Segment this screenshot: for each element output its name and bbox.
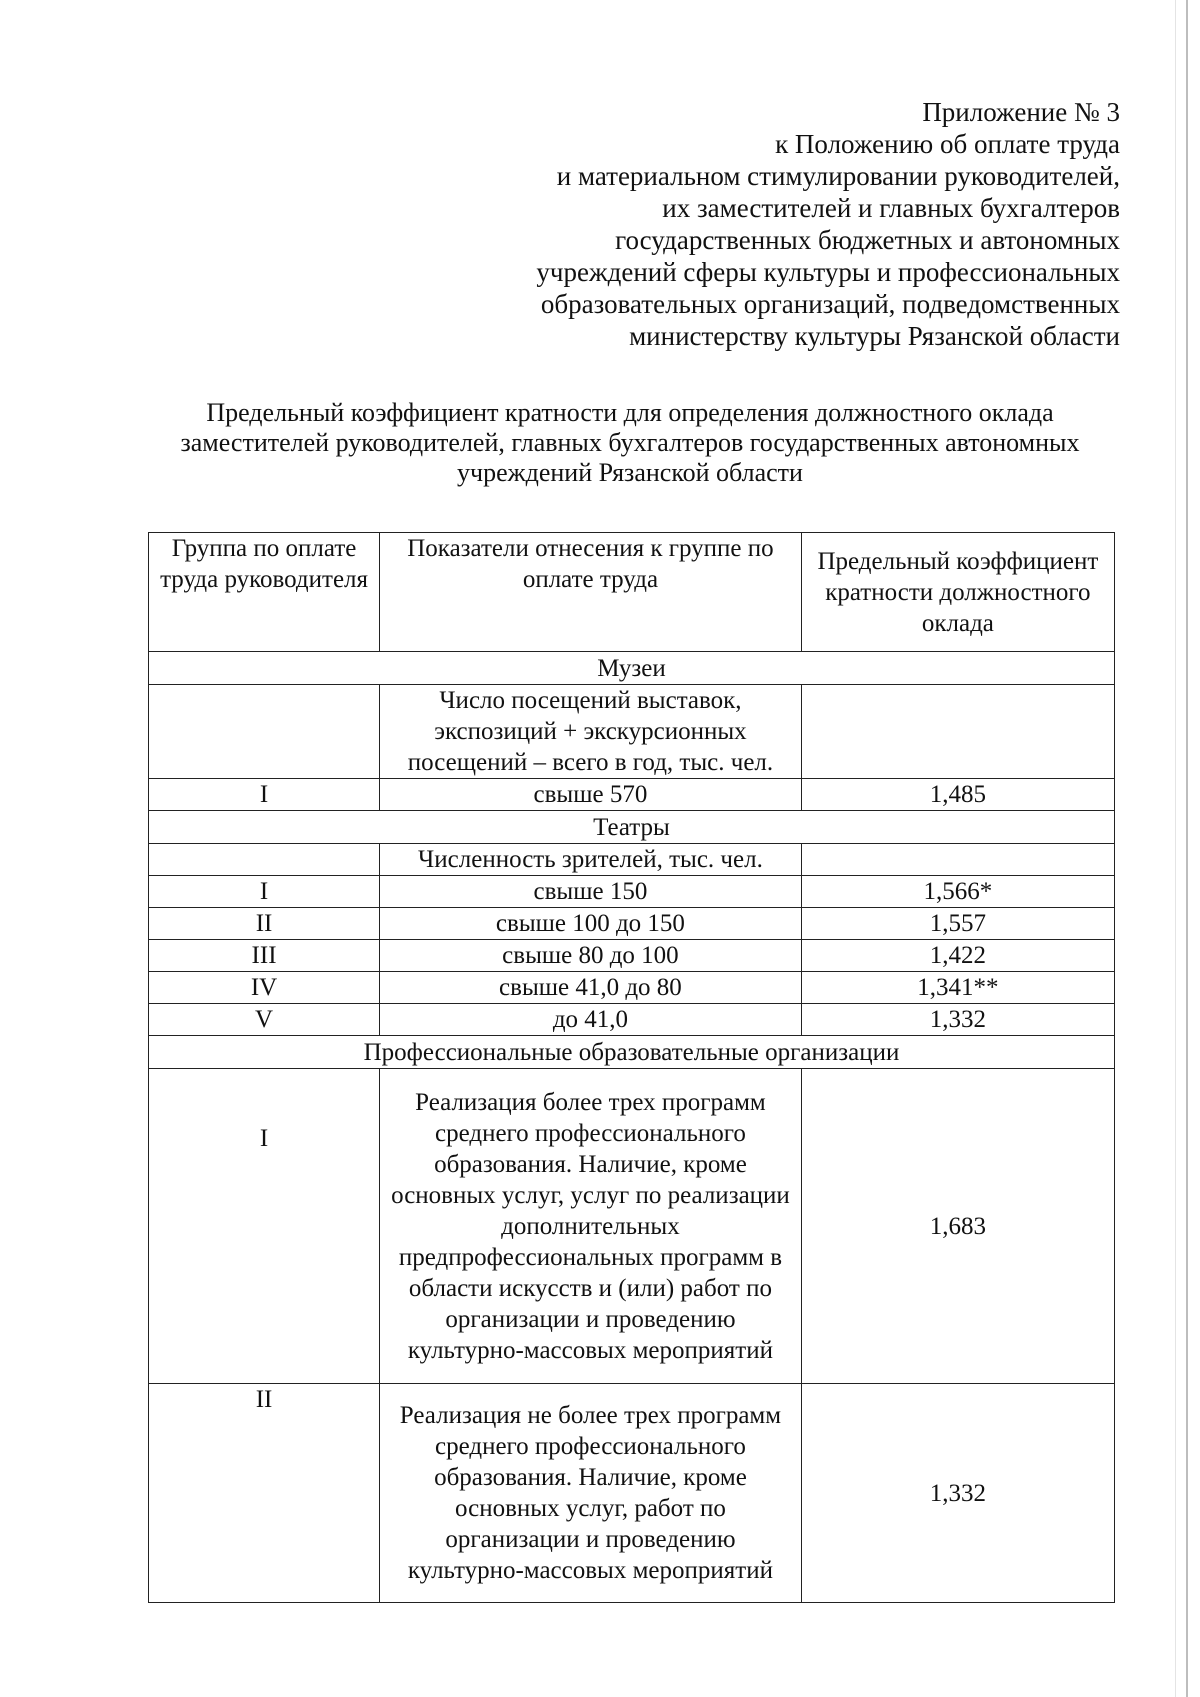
table-row <box>149 972 1115 1004</box>
group-cell: I <box>149 779 380 811</box>
header-coefficient: Предельный коэффициент кратности должностного оклада <box>801 533 1114 652</box>
title-line: учреждений Рязанской области <box>457 458 803 487</box>
table-row <box>149 940 1115 972</box>
table-row <box>149 1384 1115 1603</box>
appendix-line: учреждений сферы культуры и профессиональных <box>536 257 1120 287</box>
range-cell: свыше 100 до 150 <box>380 908 802 940</box>
coefficient-cell: 1,332 <box>801 1004 1114 1036</box>
section-theatres: Театры <box>149 811 1115 844</box>
range-cell: свыше 150 <box>380 876 802 908</box>
title-line: заместителей руководителей, главных бухгалтеров государственных автономных <box>180 428 1080 457</box>
empty-cell <box>149 844 380 876</box>
group-cell: V <box>149 1004 380 1036</box>
criteria-cell: Реализация не более трех программ среднего профессионального образования. Наличие, кроме основных услуг, работ по организации и проведению культурно-массовых мероприятий <box>380 1384 802 1603</box>
coefficient-cell: 1,341** <box>801 972 1114 1004</box>
section-education: Профессиональные образовательные организации <box>149 1036 1115 1069</box>
page-edge-shadow-inner <box>1175 0 1176 1697</box>
empty-cell <box>149 685 380 779</box>
empty-cell <box>801 685 1114 779</box>
range-cell: свыше 80 до 100 <box>380 940 802 972</box>
table-row <box>149 844 1115 876</box>
appendix-line: и материальном стимулировании руководителей, <box>556 161 1120 191</box>
criteria-cell: Реализация более трех программ среднего профессионального образования. Наличие, кроме основных услуг, услуг по реализации дополнительных предпрофессиональных программ в области искусств и (или) работ по организации и проведению культурно-массовых мероприятий <box>380 1069 802 1384</box>
table-row <box>149 685 1115 779</box>
section-row <box>149 811 1115 844</box>
table-header-row <box>149 533 1115 652</box>
header-indicators: Показатели отнесения к группе по оплате труда <box>380 533 802 652</box>
group-cell: I <box>149 876 380 908</box>
appendix-line: к Положению об оплате труда <box>775 129 1120 159</box>
range-cell: свыше 570 <box>380 779 802 811</box>
appendix-line: министерству культуры Рязанской области <box>629 321 1120 351</box>
section-row <box>149 652 1115 685</box>
coefficient-cell: 1,422 <box>801 940 1114 972</box>
theatres-indicator: Численность зрителей, тыс. чел. <box>380 844 802 876</box>
table-row <box>149 1069 1115 1384</box>
appendix-header <box>420 96 1120 352</box>
coefficient-cell: 1,332 <box>801 1384 1114 1603</box>
table-row <box>149 1004 1115 1036</box>
empty-cell <box>801 844 1114 876</box>
appendix-line: их заместителей и главных бухгалтеров <box>662 193 1120 223</box>
group-cell: II <box>149 1384 380 1603</box>
group-cell: III <box>149 940 380 972</box>
coefficient-cell: 1,683 <box>801 1069 1114 1384</box>
coefficient-cell: 1,566* <box>801 876 1114 908</box>
table-row <box>149 908 1115 940</box>
group-cell: II <box>149 908 380 940</box>
section-row <box>149 1036 1115 1069</box>
range-cell: свыше 41,0 до 80 <box>380 972 802 1004</box>
coefficient-cell: 1,557 <box>801 908 1114 940</box>
appendix-line: образовательных организаций, подведомственных <box>540 289 1120 319</box>
table-row <box>149 876 1115 908</box>
coefficient-cell: 1,485 <box>801 779 1114 811</box>
coefficient-table <box>148 532 1115 1603</box>
museums-indicator: Число посещений выставок, экспозиций + экскурсионных посещений – всего в год, тыс. чел. <box>380 685 802 779</box>
header-group: Группа по оплате труда руководителя <box>149 533 380 652</box>
page-edge-shadow <box>1186 0 1188 1697</box>
title-line: Предельный коэффициент кратности для определения должностного оклада <box>206 398 1054 427</box>
appendix-line: Приложение № 3 <box>922 97 1120 127</box>
table-row <box>149 779 1115 811</box>
range-cell: до 41,0 <box>380 1004 802 1036</box>
document-title <box>130 398 1130 488</box>
appendix-line: государственных бюджетных и автономных <box>615 225 1120 255</box>
section-museums: Музеи <box>149 652 1115 685</box>
group-cell: IV <box>149 972 380 1004</box>
group-cell: I <box>149 1069 380 1384</box>
